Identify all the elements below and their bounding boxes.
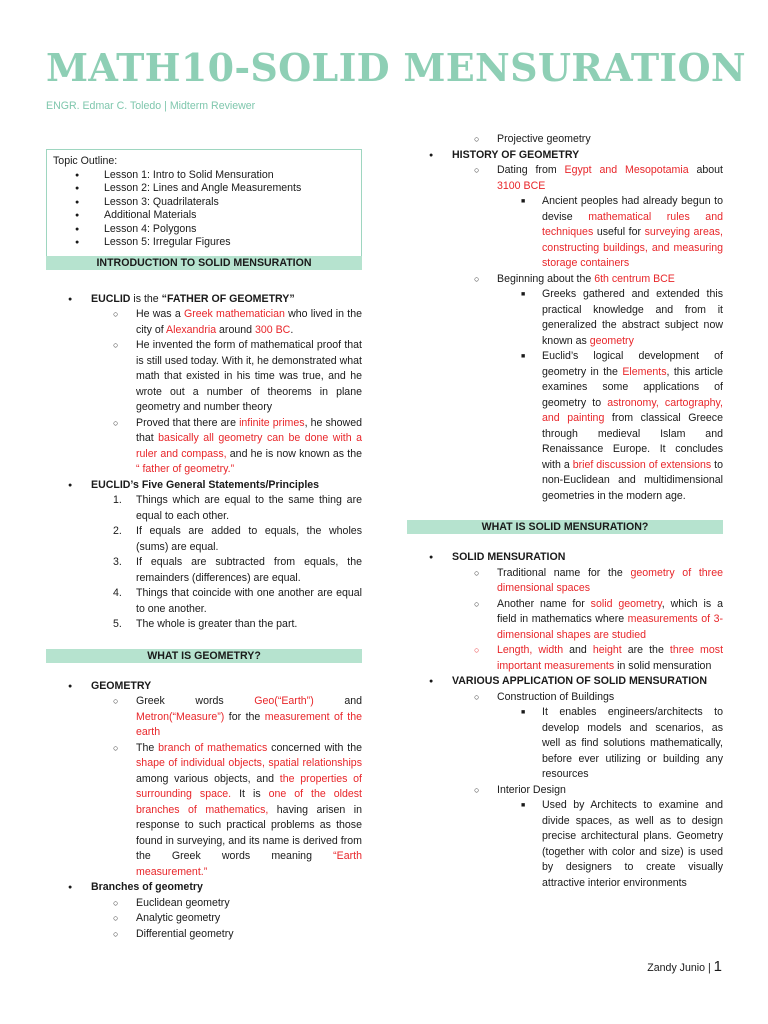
topic-outline [46,149,362,257]
euclid-point-1: ○ He was a Greek mathematician who lived in the city of Alexandria around 300 BC. [113,308,363,336]
branches-item: ● Branches of geometry [68,881,203,893]
page-footer [647,959,722,977]
outline-item: ● Lesson 4: Polygons [53,223,355,237]
outline-item: ● Lesson 5: Irregular Figures [53,236,355,250]
solid-point-3: ○ Length, width and height are the three most important measurements in solid mensuration [474,644,724,672]
outline-item: ● Lesson 3: Quadrilaterals [53,196,355,210]
statement-item: 1. Things which are equal to the same thing are equal to each other. [113,494,362,522]
branch-item: ○ Projective geometry [474,133,591,145]
footer-author: Zandy Junio | [647,962,714,974]
solid-point-2: ○ Another name for solid geometry, which is a field in mathematics where measurements of 3-dimensional shapes are studied [474,597,724,641]
statement-item: 2. If equals are added to equals, the wholes (sums) are equal. [113,525,362,553]
right-column [407,132,723,891]
section-header-geometry: WHAT IS GEOMETRY? [46,649,362,663]
page-number: 1 [713,958,722,975]
outline-item: ● Lesson 2: Lines and Angle Measurements [53,182,355,196]
application-subpoint-1: ■ It enables engineers/architects to develop models and scenarios, as well as find solutions mathematically, before ever utilizing or building any resources [521,706,723,780]
history-subpoint-1: ■ Ancient peoples had already begun to devise mathematical rules and techniques useful for surveying areas, constructing buildings, and measuring storage containers [521,195,723,269]
outline-item: ● Additional Materials [53,209,355,223]
statement-item: 3. If equals are subtracted from equals, the remainders (differences) are equal. [113,556,362,584]
left-column [46,149,362,942]
page-subtitle: ENGR. Edmar C. Toledo | Midterm Reviewer [46,100,256,112]
application-item: ● VARIOUS APPLICATION OF SOLID MENSURATION [429,675,708,687]
history-point-2: ○ Beginning about the 6th centrum BCE [474,272,675,285]
page-title: MATH10-SOLID MENSURATION [46,45,746,90]
statement-item: 5. The whole is greater than the part. [113,618,298,630]
euclid-point-3: ○ Proved that there are infinite primes, he showed that basically all geometry can be done with a ruler and compass, and he is now known as the “ father of geometry.” [113,416,363,475]
solid-point-1: ○ Traditional name for the geometry of three dimensional spaces [474,566,723,594]
euclid-item: ● EUCLID is the “FATHER OF GEOMETRY” [68,292,295,305]
statement-item: 4. Things that coincide with one another are equal to one another. [113,587,362,615]
history-subpoint-2: ■ Greeks gathered and extended this practical knowledge and from it generalized the abstract subject now known as geometry [521,288,723,347]
geometry-point-1: ○ Greek words Geo(“Earth”) and Metron(“Measure”) for the measurement of the earth [113,695,363,738]
geometry-item: ● GEOMETRY [68,679,152,692]
application-point-2: ○ Interior Design [474,783,566,796]
solid-item: ● SOLID MENSURATION [429,551,566,563]
geometry-point-2: ○ The branch of mathematics concerned with the shape of individual objects, spatial relationships among various objects, and the properties of surrounding space. It is one of the oldest branches of mathematics, having arisen in response to such practical problems as those found in surveying, and its name is derived from the Greek words meaning “Earth measurement.” [113,741,363,878]
branch-item: ○ Differential geometry [113,927,234,940]
history-subpoint-3: ■ Euclid’s logical development of geometry in the Elements, this article examines some applications of geometry to astronomy, cartography, and painting from classical Greece through medieval Islam and Renaissance Europe. It concludes with a brief discussion of extensions to non-Euclidean and multidimensional geometries in the modern age. [521,350,724,502]
section-header-intro: INTRODUCTION TO SOLID MENSURATION [46,256,362,270]
application-point-1: ○ Construction of Buildings [474,690,615,703]
euclid-point-2: ○ He invented the form of mathematical proof that is still used today. With it, he demonstrated what math that existed in his time was true, and he wrote out a number of theorems in plane geometry and number theory [113,339,362,413]
topic-outline-heading: Topic Outline: [53,155,118,167]
history-item: ● HISTORY OF GEOMETRY [429,148,580,161]
euclid-statements-title: ● EUCLID’s Five General Statements/Principles [68,478,320,491]
outline-item: ● Lesson 1: Intro to Solid Mensuration [53,169,355,183]
branch-item: ○ Euclidean geometry [113,896,230,909]
application-subpoint-2: ■ Used by Architects to examine and divide spaces, as well as to design precise architectural plans. Geometry (together with color and size) is used by designers to create visually attractive interior environments [521,799,723,889]
history-point-1: ○ Dating from Egypt and Mesopotamia about 3100 BCE [474,164,723,192]
branch-item: ○ Analytic geometry [113,912,221,924]
section-header-solid: WHAT IS SOLID MENSURATION? [407,520,723,534]
